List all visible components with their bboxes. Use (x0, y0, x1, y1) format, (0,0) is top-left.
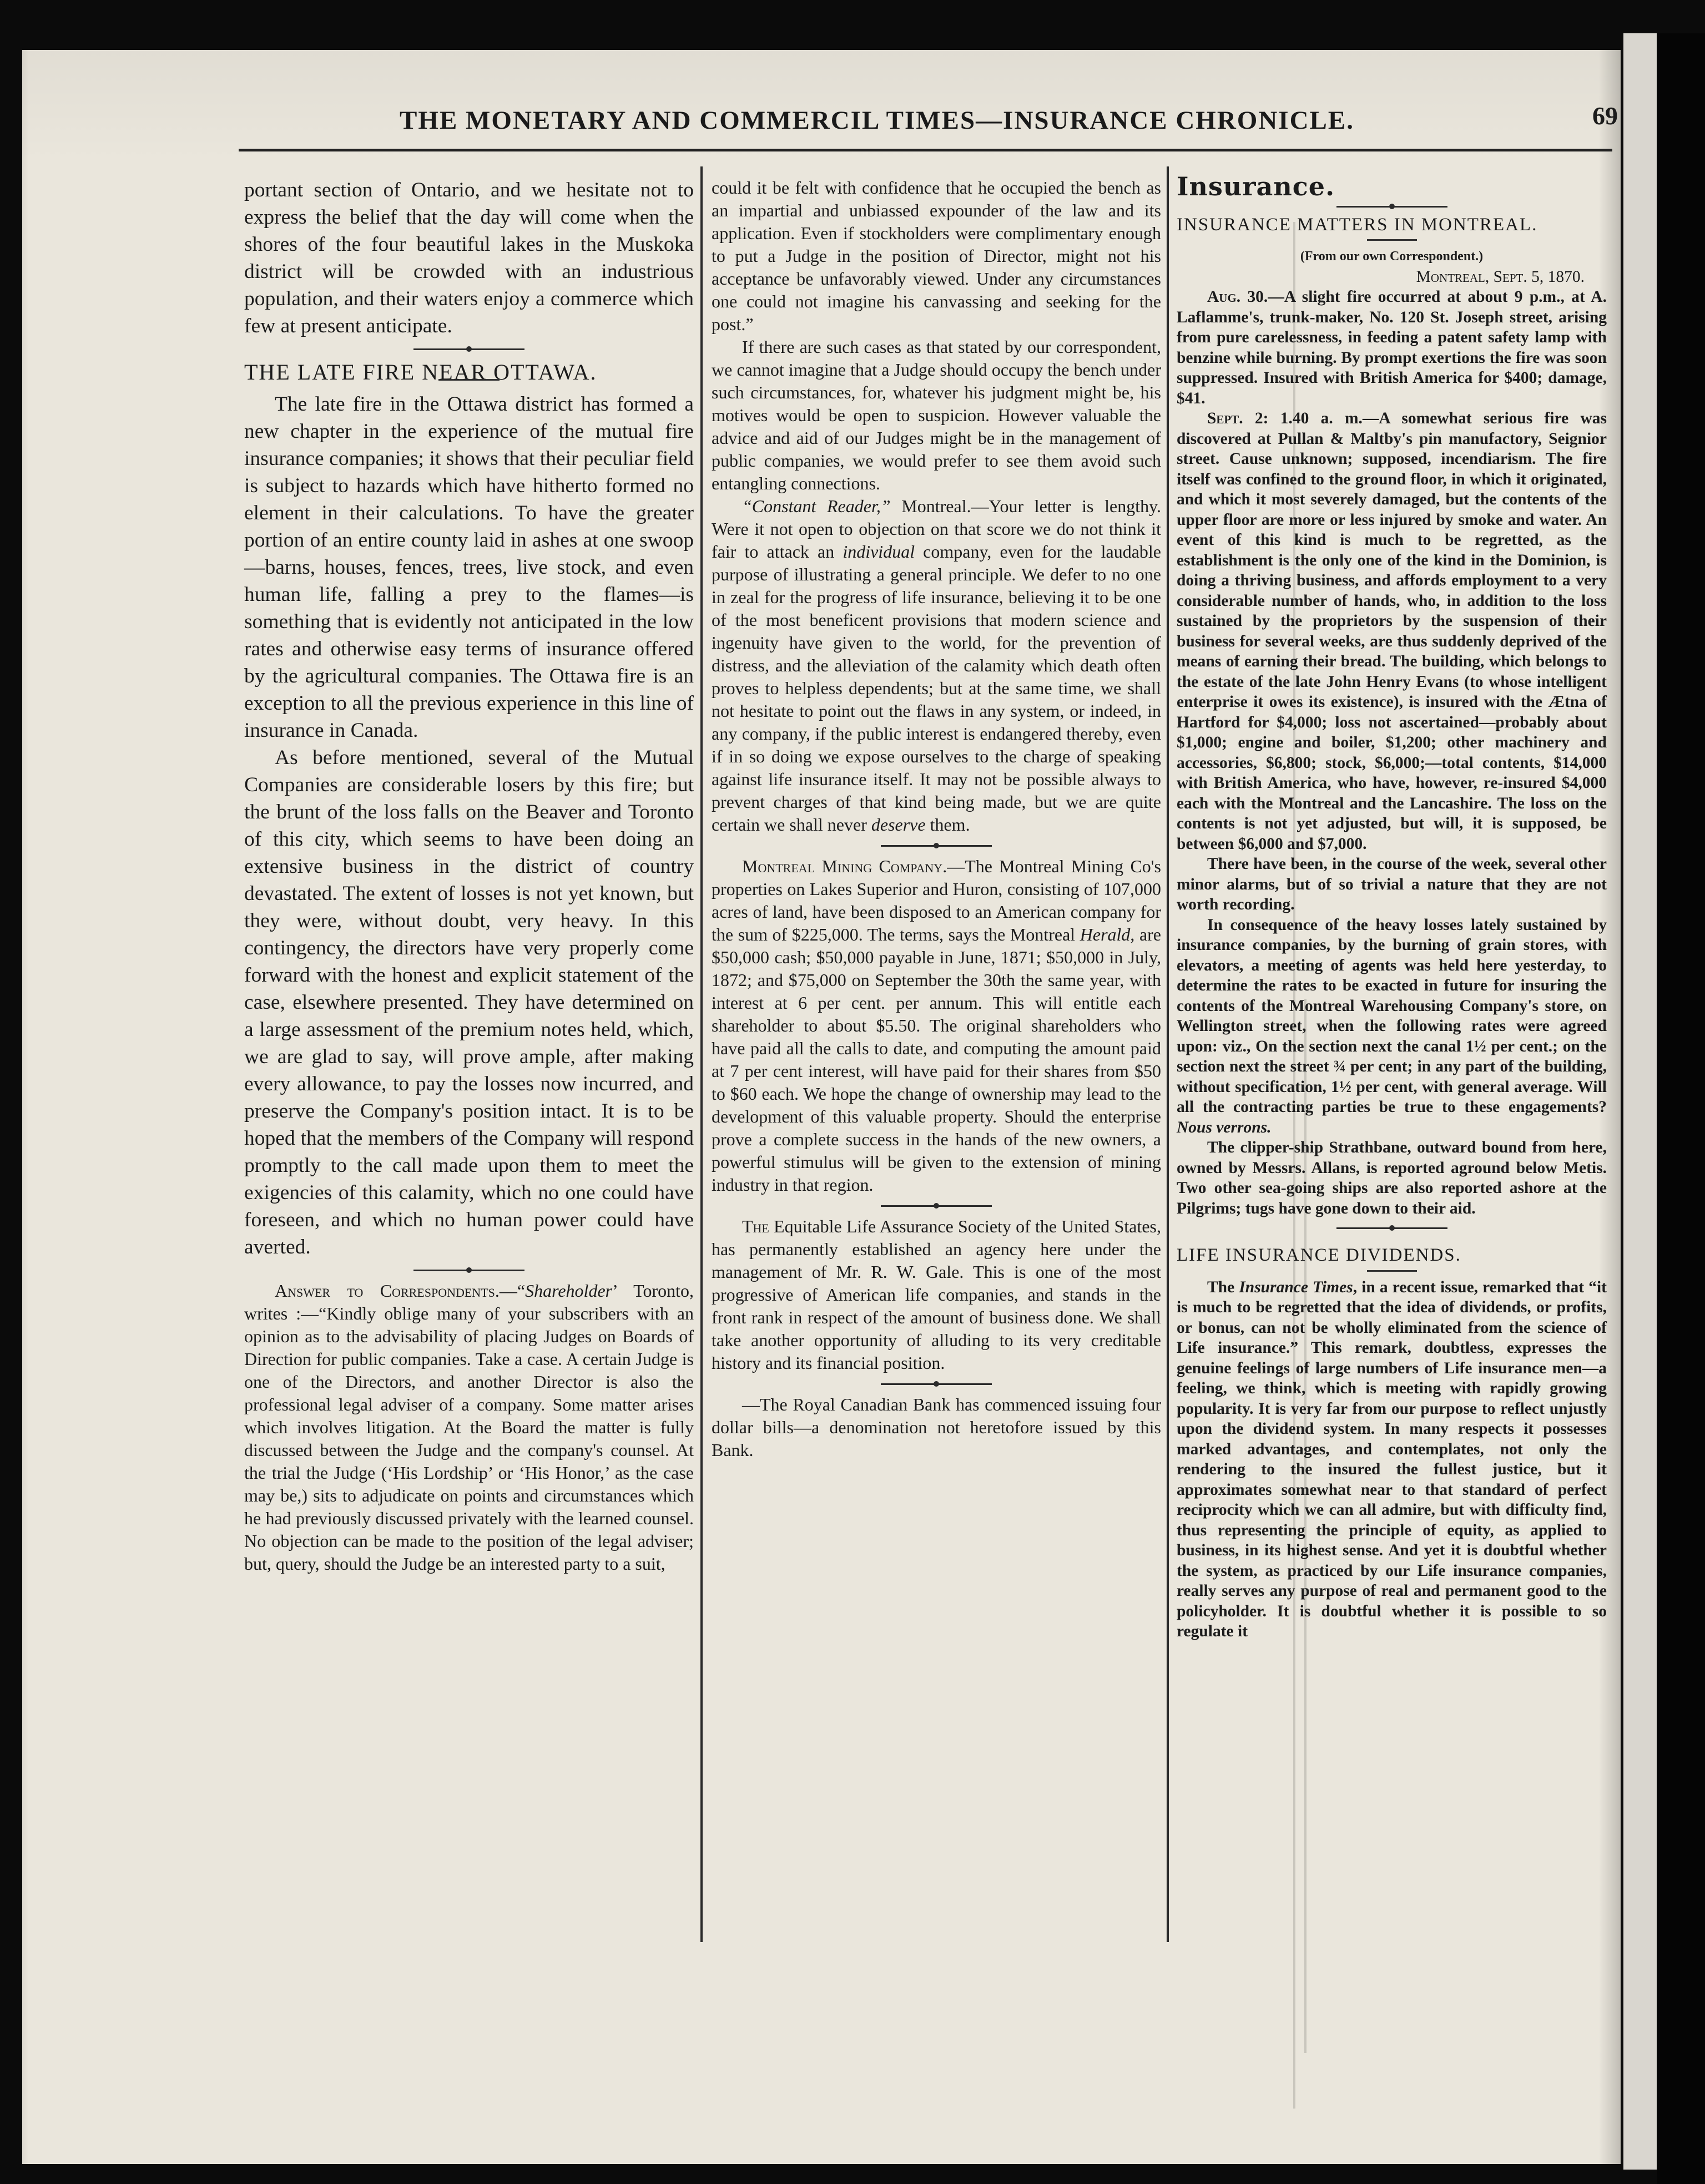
column-3 (1177, 171, 1607, 1984)
equitable-label: The (742, 1216, 769, 1236)
text-fragment: Equitable Life Assurance Society of the United States, has permanently established an agency here under the management of Mr. R. W. Gale. This is one of the most progressive of American life companies, and stands in the front rank in respect of the amount of business done. We shall take another opportunity of alluding to its very creditable history and its financial position. (712, 1216, 1161, 1373)
article-continuation: could it be felt with confidence that he occupied the bench as an impartial and unbiassed expounder of the law and its application. Even if stockholders were complimentary enough to put a Judge in the position of Director, might not his acceptance be unfavorably viewed. Under any circumstances one could not imagine his canvassing and seeking for the post.” (712, 178, 1161, 334)
article-paragraph (1177, 287, 1607, 408)
heading-rule (1367, 239, 1417, 241)
header-rule (239, 149, 1612, 151)
column-divider (1167, 166, 1169, 1942)
emphasis: individual (843, 542, 915, 562)
text-fragment: —A slight fire occurred at about 9 p.m., at A. Laflamme's, trunk-maker, No. 120 St. Joseph street, arising from pure carelessness, in feeding a patent safety lamp with benzine while burning. By prompt exertions the fire was soon suppressed. Insured with British America for $400; damage, $41. (1177, 288, 1607, 407)
article-continuation: portant section of Ontario, and we hesitate not to express the belief that the day will come when the shores of the four beautiful lakes in the Muskoka district will be crowded with an industrious population, and their waters enjoy a commerce which few at present anticipate. (244, 179, 694, 337)
emphasis: Herald (1080, 924, 1131, 944)
text-fragment: , in a recent issue, remarked that “it is much to be regretted that the idea of dividends, or profits, or bonus, can not be wholly eliminated from the science of Life insurance.” This remark, doubtless, expresses the genuine feelings of large numbers of Life insurance men—a feeling, we think, which is meeting with rapidly growing popularity. It is very far from our purpose to reflect unjustly upon the dividend system. In many respects it possesses marked advantages, and contemplates, not only the rendering to the insured the fullest justice, but it approximates somewhat near to that standard of perfect reciprocity which we can all admire, but with difficulty find, thus representing the principle of equity, as applied to business, in its highest sense. And yet it is doubtful whether the system, as practiced by our Life insurance companies, really serves any purpose of real and permanent good to the policyholder. It is doubtful whether it is possible to so regulate it (1177, 1278, 1607, 1640)
article-paragraph: The clipper-ship Strathbane, outward bound from here, owned by Messrs. Allans, is reported aground below Metis. Two other sea-going ships are also reported ashore at the Pilgrims; tugs have gone down to their aid. (1177, 1139, 1607, 1217)
text-fragment: : 1.40 a. m.—A somewhat serious fire was discovered at Pullan & Maltby's pin manufactory, Seignior street. Cause unknown; supposed, incendiarism. The fire itself was confined to the ground floor, in which it originated, and which it most severely damaged, but the contents of the upper floor are more or less injured by smoke and water. An event of this kind is much to be regretted, as the establishment is the only one of the kind in the Dominion, is doing a thriving business, and affords employment to a very considerable number of hands, who, in addition to the loss sustained by the proprietors by the suspension of their business for several weeks, are thus suddenly deprived of the means of earning their bread. The building, which belongs to the estate of the late John Henry Evans (to whose intelligent enterprise it owes its existence), is insured with the Ætna of Hartford for $4,000; loss not ascertained—probably about $1,000; engine and boiler, $1,200; other machinery and accessories, $6,800; stock, $6,000;—total contents, $14,000 with British America, who have, however, re-insured $4,000 each with the Montreal and the Lancashire. The loss on the contents is not yet adjusted, but will, it is supposed, be between $6,000 and $7,000. (1177, 410, 1607, 853)
text-fragment: company, even for the laudable purpose of illustrating a general principle. We defer to no one in zeal for the progress of life insurance, believing it to be one of the most beneficent provisions that modern science and ingenuity have given to the world, for the prevention of distress, and the alleviation of the calamity which death often proves to helpless dependents; but at the same time, we shall not hesitate to point out the flaws in any system, or indeed, in any company, if the public interest is endangered thereby, even if in so doing we expose ourselves to the charge of speaking against life insurance itself. It may not be possible always to prevent charges of that kind being made, but we are quite certain we shall never (712, 542, 1162, 835)
correspondent-name: Shareholder (525, 1281, 613, 1301)
article-paragraph (1177, 915, 1607, 1138)
page-edge (1623, 33, 1657, 2170)
reader-reply (712, 495, 1161, 836)
reader-name: “Constant Reader,” (742, 496, 891, 516)
article-paragraph: The late fire in the Ottawa district has formed a new chapter in the experience of the mutual fire insurance companies; it shows that their peculiar field is subject to hazards which have hitherto formed no element in their calculations. To have the greater portion of an entire county laid in ashes at one swoop—barns, houses, fences, trees, live stock, and even human life, falling a prey to the flames—is something that is evidently not anticipated in the low rates and otherwise easy terms of insurance offered by the agricultural companies. The Ottawa fire is an exception to all the previous experience in this line of insurance in Canada. (244, 393, 694, 742)
scan-border (1657, 33, 1705, 2184)
page-header-title: THE MONETARY AND COMMERCIL TIMES—INSURANCE CHRONICLE. (400, 106, 1354, 135)
separator (1177, 1219, 1607, 1237)
text-fragment: —The Montreal Mining Co's properties on Lakes Superior and Huron, consisting of 107,000 acres of land, have been disposed to an American company for the sum of $225,000. The terms, says the Montreal (712, 856, 1162, 944)
equitable-paragraph (712, 1215, 1161, 1374)
editorial-reply: If there are such cases as that stated by our correspondent, we cannot imagine that a Judge should occupy the bench under such circumstances, for, whatever his judgment might be, his motives would be open to suspicion. However valuable the advice and aid of our Judges might be in the management of public companies, we would prefer to see them avoid such entangling connections. (712, 337, 1161, 493)
emphasis: Nous verrons. (1177, 1118, 1272, 1136)
article-paragraph: As before mentioned, several of the Mutual Companies are considerable losers by this fire; but the brunt of the loss falls on the Beaver and Toronto of this city, which seems to have been doing an extensive business in the district of country devastated. The extent of losses is not yet known, but they were, without doubt, very heavy. In this contingency, the directors have very properly come forward with the honest and explicit statement of the case, elsewhere presented. They have determined on a large assessment of the premium notes held, which, we are glad to say, will prove ample, after making every allowance, to pay the losses now incurred, and preserve the Company's position intact. It is to be hoped that the members of the Company will respond promptly to the call made upon them to meet the exigencies of this calamity, which no one could have foreseen, and which no human power could have averted. (244, 746, 694, 1258)
text-fragment: In consequence of the heavy losses lately sustained by insurance companies, by the burning of grain stores, with elevators, a meeting of agents was held here yesterday, to determine the rates to be exacted in future for insuring the contents of the Montreal Warehousing Company's store, on Wellington street, when the following rates were agreed upon: viz., On the section next the canal 1½ per cent.; on the section next the street ¾ per cent; in any part of the building, without specification, 1½ per cent, with general average. Will all the contracting parties be true to these engagements? (1177, 916, 1607, 1116)
separator (244, 340, 694, 358)
column-divider (700, 166, 703, 1942)
article-paragraph: There have been, in the course of the week, several other minor alarms, but of so trivial a nature that they are not worth recording. (1177, 855, 1607, 913)
separator (244, 1261, 694, 1280)
mining-label: Montreal Mining Company. (742, 856, 947, 876)
text-fragment: The (1207, 1278, 1239, 1296)
article-paragraph (1177, 408, 1607, 854)
article-paragraph (1177, 1277, 1607, 1642)
dateline: Montreal, Sept. 5, 1870. (1416, 267, 1585, 286)
text-fragment: —“ (499, 1281, 526, 1301)
emphasis: deserve (871, 815, 926, 835)
text-fragment: Montreal.—Your letter is lengthy. Were it not open to objection on that score we do not think it fair to attack an (712, 496, 1161, 562)
emphasis: Insurance Times (1239, 1278, 1353, 1296)
separator (712, 1374, 1161, 1393)
section-title: Insurance. (1177, 171, 1335, 201)
correspondents-label: Answer to Correspondents. (275, 1281, 500, 1301)
article-heading: INSURANCE MATTERS IN MONTREAL. (1177, 214, 1538, 235)
date-label: Aug. 30. (1207, 288, 1268, 306)
column-1 (244, 176, 694, 1984)
article-heading: THE LATE FIRE NEAR OTTAWA. (244, 360, 597, 385)
separator (712, 836, 1161, 855)
date-label: Sept. 2 (1207, 410, 1263, 427)
separator (712, 1196, 1161, 1215)
text-fragment: , are $50,000 cash; $50,000 payable in June, 1871; $50,000 in July, 1872; and $75,000 on September the 30th the same year, with interest at 6 per cent. per annum. This will entitle each shareholder to about $5.50. The original shareholders who have paid all the calls to date, and computing the amount paid at 7 per cent interest, will have paid for their shares from $50 to $60 each. We hope the change of ownership may lead to the development of this valuable property. Should the enterprise prove a complete success in the hands of the new owners, a powerful stimulus will be given to the extension of mining industry in that region. (712, 924, 1162, 1195)
separator (1177, 197, 1607, 207)
text-fragment: them. (925, 815, 970, 835)
mining-paragraph (712, 855, 1161, 1196)
correspondents-text: ’ Toronto, writes :—“Kindly oblige many of your subscribers with an opinion as to the advisability of placing Judges on Boards of Direction for public companies. Take a case. A certain Judge is one of the Directors, and another Director is also the professional legal adviser of a company. Some matter arises which involves litigation. At the Board the matter is fully discussed between the Judge and the company's counsel. At the trial the Judge (‘His Lordship’ or ‘His Honor,’ as the case may be,) sits to adjudicate on points and circumstances which he had previously discussed privately with the learned counsel. No objection can be made to the position of the legal adviser; but, query, should the Judge be an interested party to a suit, (244, 1281, 694, 1574)
article-heading: LIFE INSURANCE DIVIDENDS. (1177, 1245, 1461, 1265)
correspondent-note: (From our own Correspondent.) (1300, 249, 1484, 264)
column-2 (712, 176, 1161, 1984)
heading-rule (1367, 1270, 1417, 1272)
page-number: 69 (1592, 102, 1618, 130)
correspondents-paragraph (244, 1280, 694, 1575)
bank-paragraph: —The Royal Canadian Bank has commenced issuing four dollar bills—a denomination not heretofore issued by this Bank. (712, 1394, 1161, 1460)
